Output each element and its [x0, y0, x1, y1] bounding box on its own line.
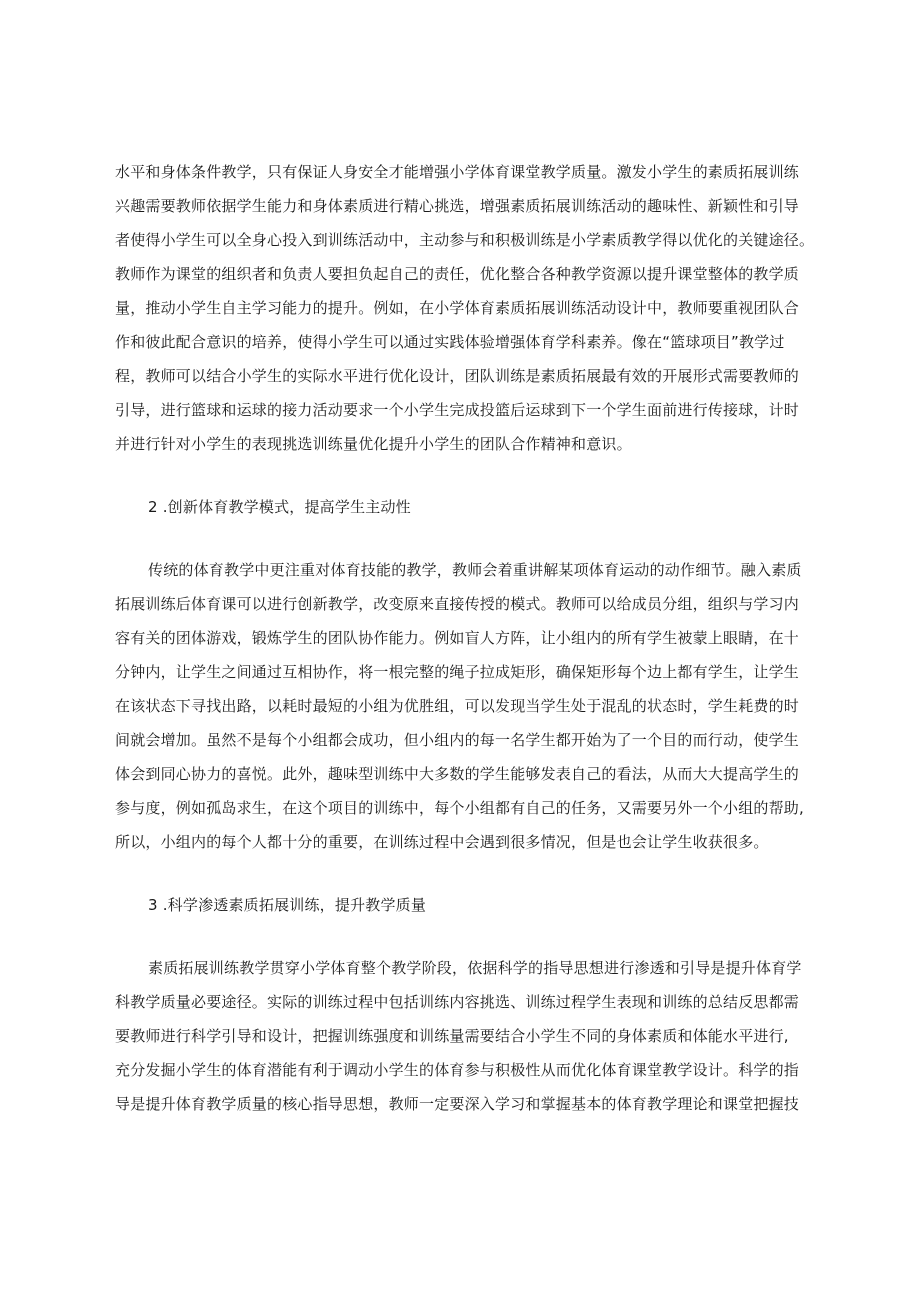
paragraph3-line: 科教学质量必要途径。实际的训练过程中包括训练内容挑选、训练过程学生表现和训练的总结反思都需 — [115, 993, 800, 1011]
paragraph3-line: 导是提升体育教学质量的核心指导思想，教师一定要深入学习和掌握基本的体育教学理论和课堂把握技 — [115, 1095, 800, 1113]
paragraph2-line: 分钟内，让学生之间通过互相协作，将一根完整的绳子拉成矩形，确保矩形每个边上都有学生，让学生 — [115, 663, 800, 681]
paragraph2-line: 在该状态下寻找出路，以耗时最短的小组为优胜组，可以发现当学生处于混乱的状态时，学生耗费的时 — [115, 697, 800, 715]
paragraph1-line: 程，教师可以结合小学生的实际水平进行优化设计，团队训练是素质拓展最有效的开展形式需要教师的 — [115, 367, 800, 385]
paragraph2-line: 传统的体育教学中更注重对体育技能的教学，教师会着重讲解某项体育运动的动作细节。融入素质 — [148, 561, 802, 579]
paragraph1-line: 水平和身体条件教学，只有保证人身安全才能增强小学体育课堂教学质量。激发小学生的素质拓展训练 — [115, 163, 800, 181]
paragraph3-line: 素质拓展训练教学贯穿小学体育整个教学阶段，依据科学的指导思想进行渗透和引导是提升体育学 — [148, 959, 802, 977]
paragraph3-line: 要教师进行科学引导和设计，把握训练强度和训练量需要结合小学生不同的身体素质和体能水平进行, — [115, 1027, 789, 1045]
paragraph2-line: 体会到同心协力的喜悦。此外，趣味型训练中大多数的学生能够发表自己的看法，从而大大提高学生的 — [115, 765, 800, 783]
paragraph2-line: 所以，小组内的每个人都十分的重要，在训练过程中会遇到很多情况，但是也会让学生收获很多。 — [115, 833, 769, 851]
paragraph1-line: 量，推动小学生自主学习能力的提升。例如，在小学体育素质拓展训练活动设计中，教师要重视团队合 — [115, 299, 800, 317]
paragraph1-line: 教师作为课堂的组织者和负责人要担负起自己的责任，优化整合各种教学资源以提升课堂整体的教学质 — [115, 265, 800, 283]
paragraph3-line: 充分发掘小学生的体育潜能有利于调动小学生的体育参与积极性从而优化体育课堂教学设计。科学的指 — [115, 1061, 800, 1079]
paragraph1-line: 兴趣需要教师依据学生能力和身体素质进行精心挑选，增强素质拓展训练活动的趣味性、新颖性和引导 — [115, 197, 800, 215]
paragraph2-line: 容有关的团体游戏，锻炼学生的团队协作能力。例如盲人方阵，让小组内的所有学生被蒙上眼睛，在十 — [115, 629, 800, 647]
paragraph2-line: 拓展训练后体育课可以进行创新教学，改变原来直接传授的模式。教师可以给成员分组，组织与学习内 — [115, 595, 800, 613]
section-heading-2: 2 .创新体育教学模式，提高学生主动性 — [148, 498, 411, 516]
paragraph1-line: 作和彼此配合意识的培养，使得小学生可以通过实践体验增强体育学科素养。像在“篮球项目”教学过 — [115, 333, 785, 351]
paragraph1-line: 引导，进行篮球和运球的接力活动要求一个小学生完成投篮后运球到下一个学生面前进行传接球，计时 — [115, 401, 800, 419]
paragraph2-line: 间就会增加。虽然不是每个小组都会成功，但小组内的每一名学生都开始为了一个目的而行动，使学生 — [115, 731, 800, 749]
paragraph2-line: 参与度，例如孤岛求生，在这个项目的训练中，每个小组都有自己的任务，又需要另外一个小组的帮助, — [115, 799, 804, 817]
paragraph1-line: 者使得小学生可以全身心投入到训练活动中，主动参与和积极训练是小学素质教学得以优化的关键途径。 — [115, 231, 815, 249]
paragraph1-line: 并进行针对小学生的表现挑选训练量优化提升小学生的团队合作精神和意识。 — [115, 435, 632, 453]
section-heading-3: 3 .科学渗透素质拓展训练，提升教学质量 — [148, 896, 427, 914]
